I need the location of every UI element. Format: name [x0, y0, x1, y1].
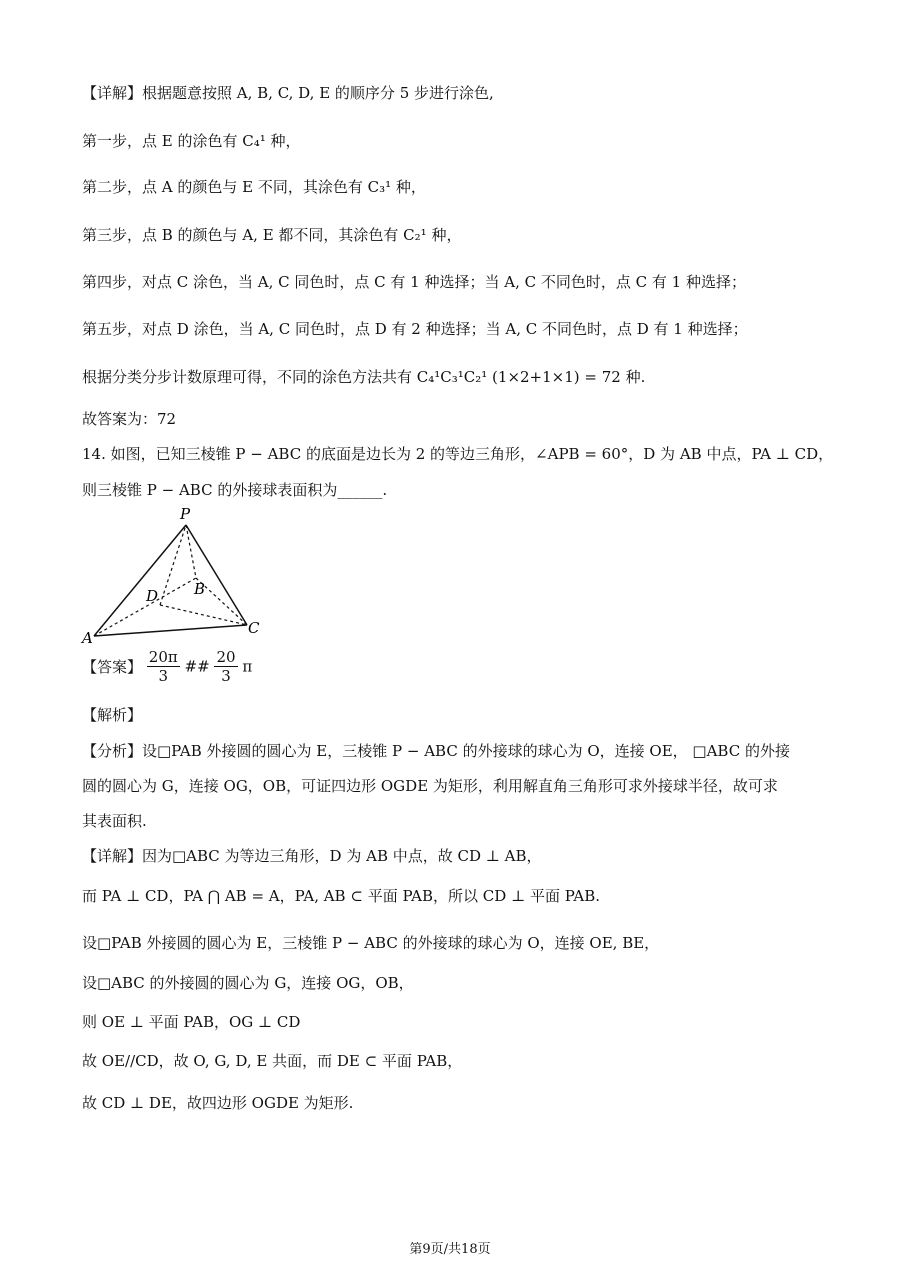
- answer-pi: π: [242, 657, 253, 676]
- answer-fraction-2: [214, 648, 237, 685]
- problem14-statement-line1: 14. 如图，已知三棱锥 P − ABC 的底面是边长为 2 的等边三角形，∠APB = 60°，D 为 AB 中点，PA ⊥ CD，: [82, 445, 834, 463]
- label-b: B: [194, 580, 206, 598]
- analysis-label: 【解析】: [82, 706, 143, 724]
- detail-line5: 则 OE ⊥ 平面 PAB，OG ⊥ CD: [82, 1013, 301, 1031]
- detail-line3: 设□PAB 外接圆的圆心为 E，三棱锥 P − ABC 的外接球的球心为 O，连接 OE, BE，: [82, 934, 660, 952]
- answer-label: 【答案】: [82, 658, 143, 676]
- answer-fraction-2-num: 20: [216, 648, 236, 666]
- solution13-answer: 故答案为：72: [82, 410, 177, 428]
- fenxi-line2: 圆的圆心为 G，连接 OG，OB，可证四边形 OGDE 为矩形，利用解直角三角形可求外接球半径，故可求: [82, 777, 778, 795]
- problem14-answer: [82, 648, 252, 688]
- solution13-step5: 第五步，对点 D 涂色，当 A, C 同色时，点 D 有 2 种选择；当 A, C 不同色时，点 D 有 1 种选择；: [82, 320, 748, 338]
- solution13-detail: 【详解】根据题意按照 A, B, C, D, E 的顺序分 5 步进行涂色,: [82, 84, 494, 102]
- detail-line1: 【详解】因为□ABC 为等边三角形，D 为 AB 中点，故 CD ⊥ AB，: [82, 847, 542, 865]
- solution13-step4: 第四步，对点 C 涂色，当 A, C 同色时，点 C 有 1 种选择；当 A, C 不同色时，点 C 有 1 种选择；: [82, 273, 746, 291]
- fenxi-line3: 其表面积.: [82, 812, 147, 830]
- page-number: 第9页/共18页: [409, 1242, 491, 1257]
- answer-fraction-1: [147, 648, 180, 685]
- label-p: P: [180, 505, 191, 523]
- answer-fraction-1-num: 20π: [148, 648, 178, 666]
- problem14-statement-line2: 则三棱锥 P − ABC 的外接球表面积为______.: [82, 481, 388, 499]
- detail-line6: 故 OE//CD，故 O, G, D, E 共面，而 DE ⊂ 平面 PAB，: [82, 1052, 463, 1070]
- tetrahedron-figure: [80, 505, 280, 645]
- solution13-step2: 第二步，点 A 的颜色与 E 不同，其涂色有 C₃¹ 种，: [82, 178, 426, 196]
- label-a: A: [82, 629, 93, 645]
- solution13-step3: 第三步，点 B 的颜色与 A, E 都不同，其涂色有 C₂¹ 种，: [82, 226, 462, 244]
- detail-line2: 而 PA ⊥ CD，PA ⋂ AB = A，PA, AB ⊂ 平面 PAB，所以 CD ⊥ 平面 PAB.: [82, 887, 601, 905]
- solution13-conclusion: 根据分类分步计数原理可得，不同的涂色方法共有 C₄¹C₃¹C₂¹ (1×2+1×1) = 72 种.: [82, 368, 646, 386]
- fenxi-line1: 【分析】设□PAB 外接圆的圆心为 E，三棱锥 P − ABC 的外接球的球心为 O，连接 OE， □ABC 的外接: [82, 742, 790, 760]
- label-d: D: [146, 587, 159, 605]
- answer-fraction-1-den: 3: [158, 667, 169, 685]
- label-c: C: [248, 619, 260, 637]
- detail-line4: 设□ABC 的外接圆的圆心为 G，连接 OG，OB，: [82, 974, 414, 992]
- solution13-step1: 第一步，点 E 的涂色有 C₄¹ 种，: [82, 132, 301, 150]
- answer-separator: ##: [184, 657, 210, 676]
- detail-line7: 故 CD ⊥ DE，故四边形 OGDE 为矩形.: [82, 1094, 354, 1112]
- answer-fraction-2-den: 3: [221, 667, 231, 685]
